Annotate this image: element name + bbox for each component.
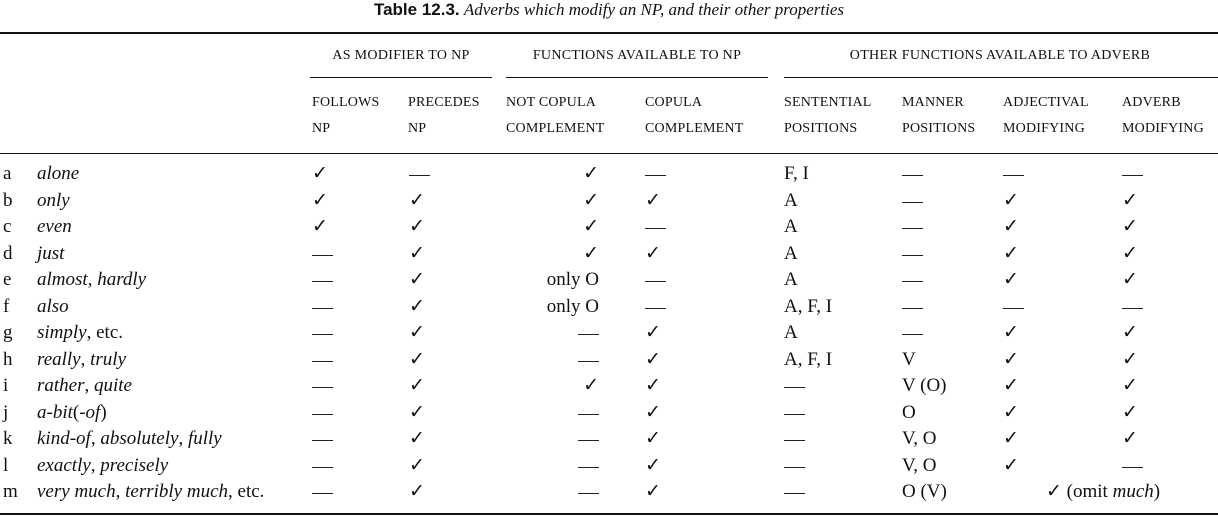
- table-row: [0, 348, 1218, 375]
- column-header-line: COPULA: [645, 95, 703, 110]
- check-mark: ✓: [583, 242, 599, 264]
- check-mark: ✓: [1003, 454, 1019, 476]
- row-letter: m: [3, 481, 18, 502]
- column-header-line: MODIFYING: [1122, 121, 1204, 136]
- column-header: [1122, 90, 1204, 142]
- table-row: [0, 189, 1218, 216]
- dash-mark: [1122, 175, 1143, 176]
- row-letter: e: [3, 269, 12, 290]
- group-header-functions-adverb: OTHER FUNCTIONS AVAILABLE TO ADVERB: [849, 48, 1151, 63]
- dash-mark: [902, 308, 923, 309]
- row-letter: h: [3, 348, 13, 370]
- cell-value: A: [784, 269, 798, 290]
- row-letter: l: [3, 454, 9, 476]
- group-underline-functions-np: [506, 77, 768, 78]
- dash-mark: [784, 440, 805, 441]
- dash-mark: [784, 493, 805, 494]
- dash-mark: [645, 281, 666, 282]
- check-mark: ✓: [1003, 322, 1019, 343]
- dash-mark: [312, 255, 333, 256]
- check-mark: ✓: [1003, 428, 1019, 449]
- cell-value: O: [902, 401, 916, 423]
- row-adverb: [37, 427, 222, 451]
- adverb-fragment: -of: [79, 401, 101, 423]
- row-adverb: [37, 162, 79, 186]
- merged-fragment: ✓ (omit: [1046, 481, 1113, 502]
- column-header-line: POSITIONS: [784, 121, 858, 136]
- adverb-fragment: very much: [37, 481, 116, 502]
- column-header-line: FOLLOWS: [312, 95, 380, 110]
- table-row: [0, 162, 1218, 189]
- column-header-line: PRECEDES: [408, 95, 480, 110]
- dash-mark: [578, 361, 599, 362]
- cell-value: A, F, I: [784, 295, 833, 317]
- adverb-fragment: almost: [37, 269, 88, 290]
- column-header: [312, 90, 380, 142]
- adverb-fragment: ,: [84, 375, 94, 396]
- check-mark: ✓: [409, 189, 425, 211]
- check-mark: ✓: [1122, 375, 1138, 396]
- dash-mark: [902, 334, 923, 335]
- cell-value: only O: [546, 295, 599, 317]
- column-header-line: COMPLEMENT: [506, 121, 605, 136]
- dash-mark: [578, 467, 599, 468]
- check-mark: ✓: [312, 216, 328, 237]
- row-adverb: [37, 374, 132, 398]
- adverb-fragment: hardly: [97, 269, 147, 290]
- row-adverb: [37, 268, 146, 292]
- check-mark: ✓: [645, 348, 661, 370]
- check-mark: ✓: [645, 375, 661, 396]
- column-header: [1003, 90, 1089, 142]
- dash-mark: [578, 414, 599, 415]
- adverb-fragment: even: [37, 216, 72, 237]
- column-header: [408, 90, 480, 142]
- check-mark: ✓: [1122, 269, 1138, 290]
- check-mark: ✓: [645, 401, 661, 423]
- dash-mark: [902, 228, 923, 229]
- adverb-fragment: ,: [178, 428, 188, 449]
- check-mark: ✓: [645, 481, 661, 502]
- bottom-rule: [0, 513, 1218, 515]
- check-mark: ✓: [645, 322, 661, 343]
- dash-mark: [902, 202, 923, 203]
- row-adverb: [37, 401, 107, 425]
- row-adverb: [37, 348, 126, 372]
- group-underline-functions-adverb: [784, 77, 1218, 78]
- dash-mark: [578, 440, 599, 441]
- check-mark: ✓: [645, 454, 661, 476]
- check-mark: ✓: [409, 375, 425, 396]
- dash-mark: [312, 281, 333, 282]
- cell-value: V, O: [902, 454, 937, 476]
- table-number: Table 12.3.: [373, 0, 460, 19]
- dash-mark: [902, 255, 923, 256]
- adverb-fragment: , etc.: [228, 481, 265, 502]
- dash-mark: [312, 361, 333, 362]
- check-mark: ✓: [1122, 242, 1138, 264]
- check-mark: ✓: [583, 189, 599, 211]
- dash-mark: [645, 228, 666, 229]
- row-adverb: [37, 454, 168, 478]
- column-header-line: ADVERB: [1122, 95, 1181, 110]
- dash-mark: [902, 175, 923, 176]
- check-mark: ✓: [1003, 242, 1019, 264]
- cell-value: F, I: [784, 163, 809, 184]
- check-mark: ✓: [409, 322, 425, 343]
- group-underline-modifier-np: [310, 77, 492, 78]
- check-mark: ✓: [409, 481, 425, 502]
- check-mark: ✓: [312, 189, 328, 211]
- cell-value: A: [784, 189, 798, 211]
- check-mark: ✓: [1003, 375, 1019, 396]
- adverb-fragment: exactly: [37, 454, 91, 476]
- check-mark: ✓: [409, 216, 425, 237]
- dash-mark: [1003, 175, 1024, 176]
- column-header-line: MANNER: [902, 95, 964, 110]
- adverb-fragment: rather: [37, 375, 85, 396]
- table-row: [0, 295, 1218, 322]
- dash-mark: [784, 414, 805, 415]
- row-letter: g: [3, 322, 13, 343]
- adverb-fragment: ,: [115, 481, 126, 502]
- adverb-fragment: quite: [94, 375, 132, 396]
- cell-value: only O: [546, 269, 599, 290]
- adverb-fragment: kind-of: [37, 428, 91, 449]
- column-header-line: NOT COPULA: [506, 95, 597, 110]
- adverb-fragment: ,: [87, 269, 98, 290]
- dash-mark: [784, 467, 805, 468]
- adverb-fragment: a-bit: [37, 401, 73, 423]
- top-rule: [0, 32, 1218, 34]
- merged-fragment: much: [1112, 481, 1154, 502]
- merged-modifying-cell: [1046, 480, 1160, 504]
- dash-mark: [312, 308, 333, 309]
- cell-value: A: [784, 216, 798, 237]
- check-mark: ✓: [1122, 428, 1138, 449]
- check-mark: ✓: [1003, 269, 1019, 290]
- row-letter: j: [3, 401, 9, 423]
- dash-mark: [312, 493, 333, 494]
- table-row: [0, 268, 1218, 295]
- cell-value: V: [902, 348, 916, 370]
- adverb-fragment: terribly much: [125, 481, 229, 502]
- cell-value: A: [784, 242, 798, 264]
- row-adverb: [37, 321, 123, 345]
- row-letter: f: [3, 295, 10, 317]
- adverb-fragment: , etc.: [86, 322, 124, 343]
- row-adverb: [37, 295, 69, 319]
- row-adverb: [37, 215, 72, 239]
- check-mark: ✓: [1122, 401, 1138, 423]
- dash-mark: [312, 440, 333, 441]
- adverb-fragment: absolutely: [100, 428, 179, 449]
- row-letter: i: [3, 375, 9, 396]
- table-title: Adverbs which modify an NP, and their other properties: [463, 0, 845, 19]
- check-mark: ✓: [1122, 322, 1138, 343]
- table-row: [0, 454, 1218, 481]
- cell-value: O (V): [902, 481, 947, 502]
- dash-mark: [1122, 467, 1143, 468]
- column-header-line: ADJECTIVAL: [1003, 95, 1089, 110]
- adverb-fragment: ,: [90, 428, 101, 449]
- table-row: [0, 215, 1218, 242]
- cell-value: A, F, I: [784, 348, 833, 370]
- check-mark: ✓: [583, 216, 599, 237]
- adverb-fragment: (: [72, 401, 80, 423]
- row-letter: d: [3, 242, 13, 264]
- cell-value: A: [784, 322, 798, 343]
- check-mark: ✓: [312, 163, 328, 184]
- check-mark: ✓: [409, 428, 425, 449]
- dash-mark: [409, 175, 430, 176]
- table-row: [0, 480, 1218, 507]
- table-caption: [0, 0, 1218, 20]
- group-header-modifier-np: AS MODIFIER TO NP: [332, 48, 470, 63]
- check-mark: ✓: [1003, 189, 1019, 211]
- adverb-fragment: really: [37, 348, 81, 370]
- adverb-fragment: ): [100, 401, 107, 423]
- merged-fragment: ): [1153, 481, 1161, 502]
- adverb-fragment: ,: [80, 348, 91, 370]
- column-header: [645, 90, 743, 142]
- check-mark: ✓: [1122, 216, 1138, 237]
- adverb-fragment: truly: [90, 348, 127, 370]
- dash-mark: [578, 493, 599, 494]
- check-mark: ✓: [1122, 348, 1138, 370]
- dash-mark: [645, 175, 666, 176]
- adverb-fragment: simply: [37, 322, 87, 343]
- row-adverb: [37, 189, 70, 213]
- group-header-functions-np: FUNCTIONS AVAILABLE TO NP: [532, 48, 742, 63]
- check-mark: ✓: [645, 428, 661, 449]
- adverb-fragment: ,: [90, 454, 101, 476]
- adverb-fragment: just: [37, 242, 65, 264]
- dash-mark: [312, 467, 333, 468]
- column-header: [784, 90, 872, 142]
- check-mark: ✓: [409, 295, 425, 317]
- row-adverb: [37, 242, 64, 266]
- adverb-fragment: precisely: [100, 454, 169, 476]
- dash-mark: [1003, 308, 1024, 309]
- column-header-line: POSITIONS: [902, 121, 976, 136]
- check-mark: ✓: [645, 189, 661, 211]
- dash-mark: [902, 281, 923, 282]
- adverb-fragment: also: [37, 295, 69, 317]
- row-letter: c: [3, 216, 12, 237]
- table-row: [0, 242, 1218, 269]
- table-row: [0, 401, 1218, 428]
- dash-mark: [578, 334, 599, 335]
- column-header-line: MODIFYING: [1003, 121, 1085, 136]
- header-rule: [0, 153, 1218, 154]
- cell-value: V (O): [902, 375, 947, 396]
- table-row: [0, 374, 1218, 401]
- check-mark: ✓: [409, 401, 425, 423]
- row-letter: b: [3, 189, 13, 211]
- dash-mark: [312, 334, 333, 335]
- dash-mark: [784, 387, 805, 388]
- dash-mark: [312, 414, 333, 415]
- table-row: [0, 427, 1218, 454]
- row-letter: a: [3, 163, 12, 184]
- adverb-fragment: fully: [187, 428, 222, 449]
- check-mark: ✓: [409, 454, 425, 476]
- check-mark: ✓: [409, 269, 425, 290]
- column-header-line: COMPLEMENT: [645, 121, 744, 136]
- check-mark: ✓: [409, 242, 425, 264]
- dash-mark: [312, 387, 333, 388]
- check-mark: ✓: [1003, 216, 1019, 237]
- dash-mark: [645, 308, 666, 309]
- check-mark: ✓: [409, 348, 425, 370]
- row-adverb: [37, 480, 264, 504]
- check-mark: ✓: [1003, 348, 1019, 370]
- cell-value: V, O: [902, 428, 937, 449]
- column-header-line: NP: [312, 121, 331, 136]
- table-row: [0, 321, 1218, 348]
- dash-mark: [1122, 308, 1143, 309]
- adverb-fragment: only: [37, 189, 70, 211]
- adverb-fragment: alone: [37, 163, 80, 184]
- check-mark: ✓: [583, 163, 599, 184]
- column-header: [506, 90, 604, 142]
- column-header: [902, 90, 975, 142]
- check-mark: ✓: [645, 242, 661, 264]
- check-mark: ✓: [583, 375, 599, 396]
- column-header-line: NP: [408, 121, 427, 136]
- row-letter: k: [3, 428, 13, 449]
- column-header-line: SENTENTIAL: [784, 95, 872, 110]
- check-mark: ✓: [1003, 401, 1019, 423]
- check-mark: ✓: [1122, 189, 1138, 211]
